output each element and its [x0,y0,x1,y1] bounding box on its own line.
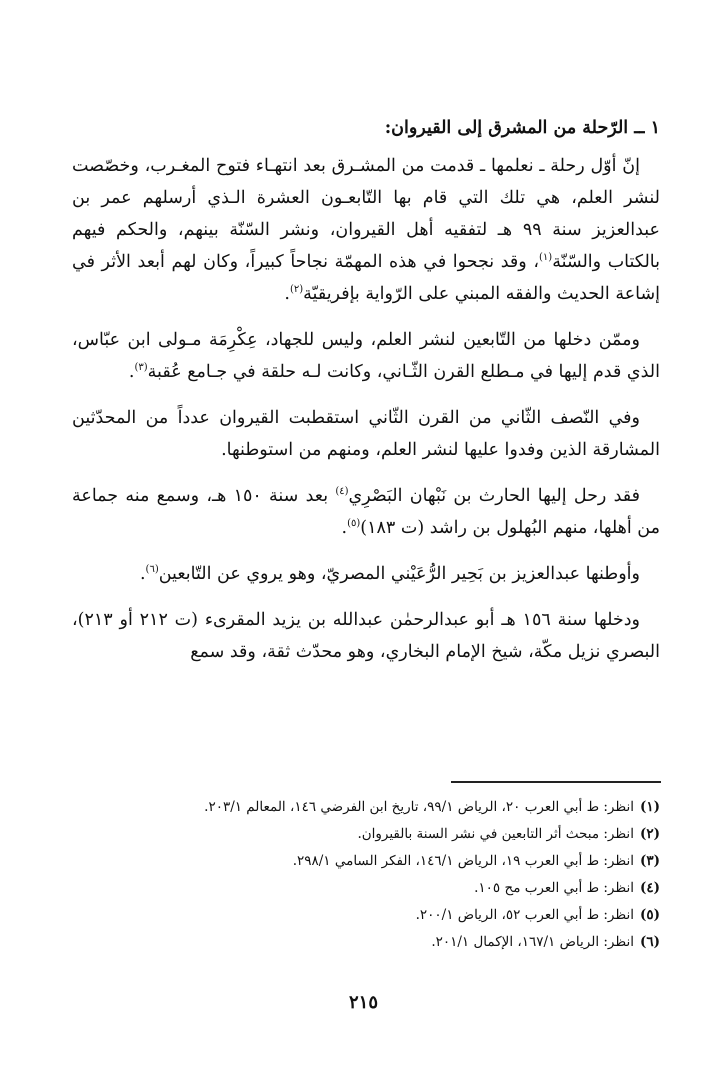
paragraph-1 [72,150,660,310]
footnote-text: انظر: ط أبي العرب ١٩، الرياض ١٤٦/١، الفكر السامي ٢٩٨/١. [292,853,634,869]
paragraph-3: وفي النّصف الثّاني من القرن الثّاني استقطبت القيروان عدداً من المحدّثين المشارقة الذين وفدوا عليها لنشر العلم، ومنهم من استوطنها. [72,408,660,460]
paragraph-5 [72,558,660,590]
paragraph-4-end: . [341,518,348,538]
main-text [72,112,660,682]
paragraph-1-continuation: ، وقد نجحوا في هذه المهمّة نجاحاً كبيراً، وكان لهم أبعد الأثر في إشاعة الحديث والفقه المبني على الرّواية بإفريقيّة [72,252,660,304]
footnote-divider [451,781,661,783]
footnote-item [72,821,660,848]
paragraph-4 [72,480,660,544]
paragraph-1-end: . [284,284,290,304]
footnote-number: (٥) [639,907,660,923]
footnote-text: انظر: ط أبي العرب مح ١٠٥. [474,880,634,896]
footnote-number: (١) [639,799,660,815]
paragraph-4-text: فقد رحل إليها الحارث بن نَبْهان البَصْرِي [348,486,641,506]
footnote-marker-3: (٣) [134,362,148,374]
footnote-text: انظر: ط أبي العرب ٥٢، الرياض ٢٠٠/١. [415,907,634,923]
paragraph-5-text: وأوطنها عبدالعزيز بن بَحِير الرُّعَيْني المصريّ، وهو يروي عن التّابعين [158,564,640,584]
footnote-number: (٢) [639,826,660,842]
section-heading: ١ ــ الرّحلة من المشرق إلى القيروان: [384,118,660,138]
paragraph-6: ودخلها سنة ١٥٦ هـ أبو عبدالرحمٰن عبدالله بن يزيد المقرىء (ت ٢١٢ أو ٢١٣)، البصري نزيل مكّة، شيخ الإمام البخاري، وهو محدّث ثقة، وقد سمع [72,610,660,662]
footnote-marker-5: (٥) [347,518,361,530]
footnote-number: (٣) [639,853,660,869]
paragraph-2-end: . [128,362,135,382]
footnote-number: (٤) [639,880,660,896]
footnote-marker-4: (٤) [335,486,349,498]
paragraph-2 [72,324,660,388]
paragraph-5-end: . [139,564,146,584]
paragraph-4-continuation: بعد سنة ١٥٠ هـ، وسمع منه جماعة من أهلها، منهم البُهلول بن راشد (ت ١٨٣) [72,486,660,538]
footnote-item [72,794,660,821]
footnote-item [72,929,660,956]
footnote-item [72,848,660,875]
paragraph-1-text: إنّ أوّل رحلة ـ نعلمها ـ قدمت من المشـرق بعد انتهـاء فتوح المغـرب، وخصّصت لنشر العلم، هي تلك التي قام بها التّابعـون العشرة الـذي أرسلهم عمر بن عبدالعزيز سنة ٩٩ هـ لتفقيه أهل القيروان، ونشر السّنّة بينهم، والحكم فيهم بالكتاب والسّنّة [72,156,660,272]
footnote-text: انظر: مبحث أثر التابعين في نشر السنة بالقيروان. [357,826,634,842]
page-number: ٢١٥ [348,992,378,1013]
footnote-item [72,902,660,929]
footnote-item [72,875,660,902]
footnote-marker-1: (١) [539,252,553,264]
footnotes-section [72,794,660,956]
footnote-text: انظر: ط أبي العرب ٢٠، الرياض ٩٩/١، تاريخ ابن الفرضي ١٤٦، المعالم ٢٠٣/١. [204,799,634,815]
footnote-text: انظر: الرياض ١٦٧/١، الإكمال ٢٠١/١. [431,934,634,950]
footnote-marker-2: (٢) [289,284,304,296]
paragraph-2-text: وممّن دخلها من التّابعين لنشر العلم، وليس للجهاد، عِكْرِمَة مـولى ابن عبّاس، الذي قدم إليها في مـطلع القرن الثّـاني، وكانت لـه حلقة في جـامع عُقبة [72,330,660,382]
footnote-marker-6: (٦) [145,564,159,576]
footnote-number: (٦) [639,934,660,950]
